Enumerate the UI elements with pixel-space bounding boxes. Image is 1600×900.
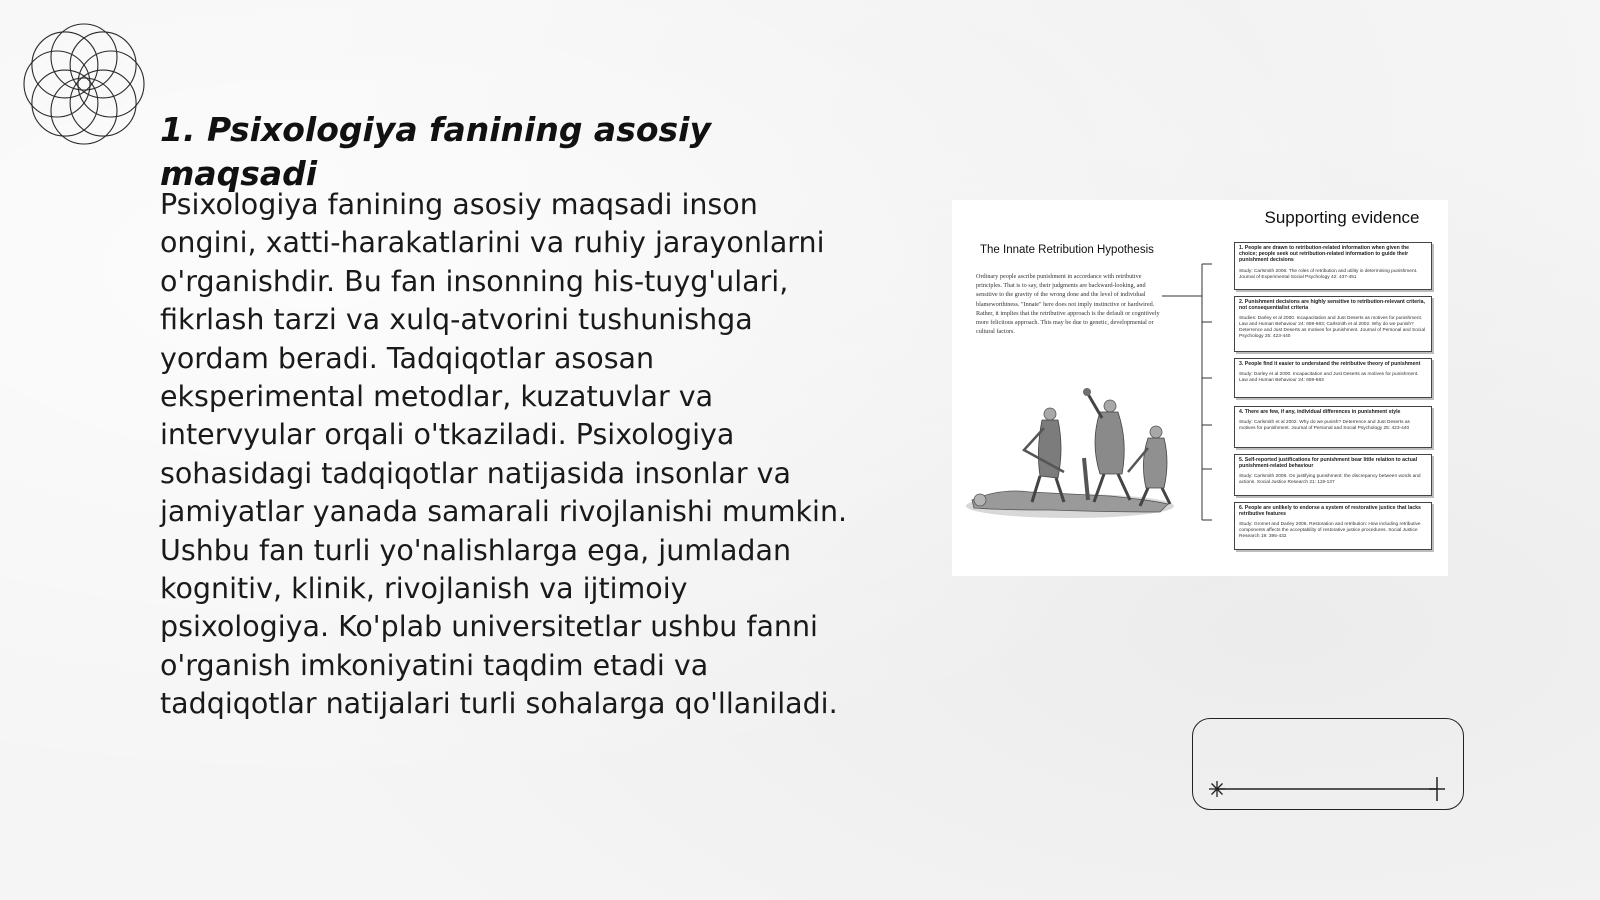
- evidence-box-1: [1234, 242, 1432, 290]
- figure-hypothesis-title: The Innate Retribution Hypothesis: [980, 244, 1154, 256]
- punishment-illustration-icon: [960, 388, 1180, 538]
- evidence-title: 2. Punishment decisions are highly sensitive to retribution-relevant criteria, not consequentialist criteria: [1239, 299, 1425, 312]
- evidence-box-4: [1234, 406, 1432, 448]
- evidence-study: Study: Carlsmith 2008. On justifying punishment: the discrepancy between words and actions. Social Justice Research 21: 119-137: [1239, 474, 1421, 486]
- evidence-box-3: [1234, 358, 1432, 398]
- decorative-circle-pattern-icon: [10, 10, 158, 158]
- slide-body-text: Psixologiya fanining asosiy maqsadi inson ongini, xatti-harakatlarini va ruhiy jarayonlarni o'rganishdir. Bu fan insonning his-tuyg'ulari, fikrlash tarzi va xulq-atvorini tushunishga yordam beradi. Tadqiqotlar asosan eksperimental metodlar, kuzatuvlar va intervyular orqali o'tkaziladi. Psixologiya sohasidagi tadqiqotlar natijasida insonlar va jamiyatlar yanada samarali rivojlanishi mumkin. Ushbu fan turli yo'nalishlarga ega, jumladan kognitiv, klinik, rivojlanish va ijtimoiy psixologiya. Ko'plab universitetlar ushbu fanni o'rganish imkoniyatini taqdim etadi va tadqiqotlar natijalari turli sohalarga qo'llaniladi.: [160, 188, 848, 721]
- evidence-title: 1. People are drawn to retribution-related information when given the choice; people seek out retribution-related information to guide their punishment decisions: [1239, 245, 1410, 264]
- timeline-box: [1192, 718, 1464, 810]
- figure-heading: Supporting evidence: [1264, 208, 1420, 227]
- evidence-study: Study: Darley et al 2000. Incapacitation and Just Deserts as motives for punishment. Law and Human Behaviour 24: 659-683: [1239, 372, 1419, 384]
- retribution-figure: [952, 200, 1448, 576]
- figure-connector-lines: [1162, 244, 1212, 544]
- evidence-title: 4. There are few, if any, individual differences in punishment style: [1239, 409, 1401, 415]
- evidence-study: Studies: Darley et al 2000. Incapacitation and Just Deserts as motives for punishment. Law and Human Behaviour 24: 659-683; Carlsmith et al 2002. Why do we punish? Deterrence and Just Deserts as motives for punishment. Journal of Personal and Social Psychology 25: 423-440: [1239, 316, 1426, 340]
- sparkle-icon: [1209, 781, 1225, 797]
- evidence-box-5: [1234, 454, 1432, 496]
- evidence-title: 3. People find it easier to understand the retributive theory of punishment: [1239, 361, 1421, 367]
- evidence-title: 5. Self-reported justifications for punishment bear little relation to actual punishment-related behaviour: [1239, 457, 1418, 470]
- timeline-line-icon: [1193, 719, 1465, 811]
- evidence-study: Study: Carlsmith et al 2002. Why do we punish? Deterrence and Just Deserts as motives for punishment. Journal of Personal and Social Psychology 25: 423-440: [1239, 420, 1410, 432]
- evidence-box-2: [1234, 296, 1432, 352]
- evidence-study: Study: Gromet and Darley 2006. Restoration and retribution: How including retributive components affects the acceptability of restorative justice procedures. Social Justice Research 19: 395-432: [1239, 522, 1421, 540]
- cross-marker-icon: [1429, 777, 1445, 801]
- evidence-box-6: [1234, 502, 1432, 550]
- evidence-title: 6. People are unlikely to endorse a system of restorative justice that lacks retributive features: [1239, 505, 1421, 518]
- evidence-study: Study: Carlsmith 2006. The roles of retribution and utility in determining punishment. Journal of Experimental Social Psychology 42: 437-451: [1239, 268, 1418, 280]
- figure-hypothesis-text: Ordinary people ascribe punishment in accordance with retributive principles. That is to say, their judgments are backward-looking, and sensitive to the gravity of the wrong done and the level of individual blameworthiness. "Innate" here does not imply instinctive or hardwired. Rather, it implies that the retributive approach is the default or cognitively more felicitous approach. This may be due to genetic, developmental or cultural factors.: [976, 273, 1160, 336]
- slide-title: 1. Psixologiya fanining asosiy maqsadi: [160, 110, 711, 193]
